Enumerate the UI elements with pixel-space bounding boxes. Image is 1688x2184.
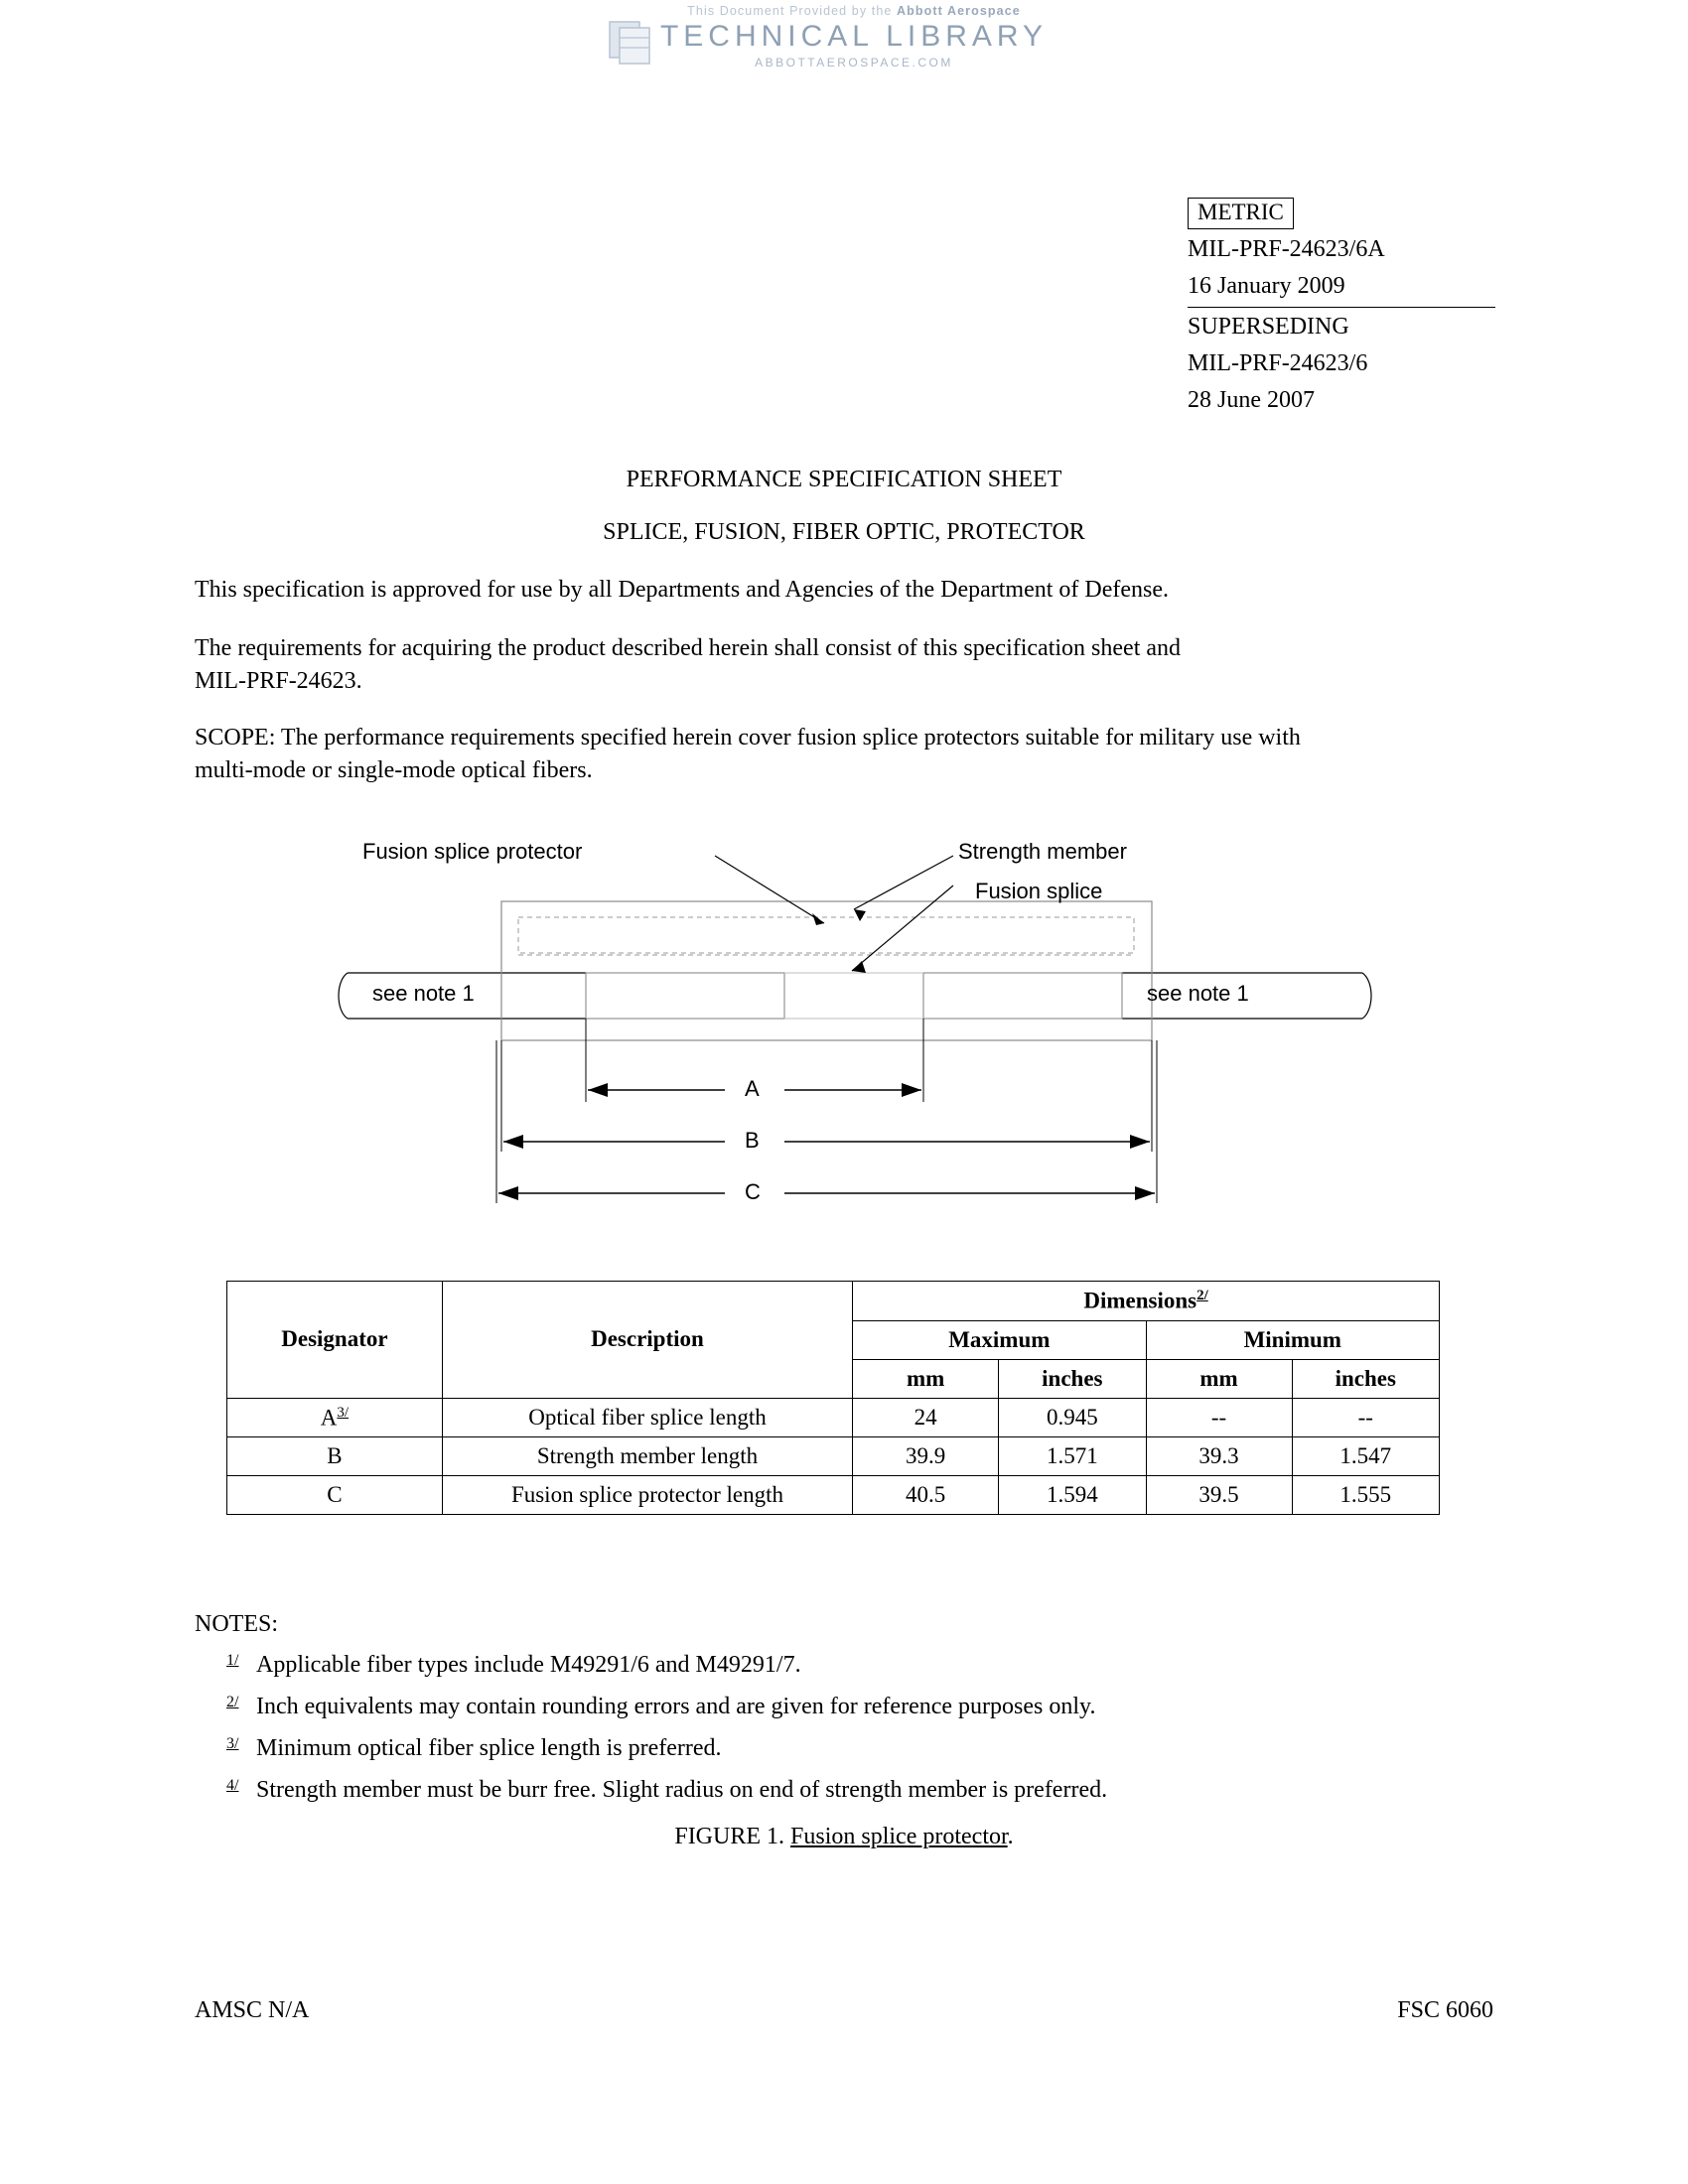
cell-max-mm: 39.9 bbox=[853, 1437, 999, 1476]
table-row bbox=[227, 1476, 1440, 1515]
figure-callout-strength-member: Strength member bbox=[958, 839, 1127, 864]
cell-max-inches: 0.945 bbox=[999, 1398, 1146, 1437]
note-item bbox=[226, 1652, 801, 1679]
th-description: Description bbox=[442, 1282, 852, 1399]
footer-fsc: FSC 6060 bbox=[1397, 1997, 1493, 2023]
footer-amsc: AMSC N/A bbox=[195, 1997, 310, 2023]
figure-callout-protector: Fusion splice protector bbox=[362, 839, 583, 864]
superseded-spec-date: 28 June 2007 bbox=[1188, 387, 1315, 413]
cell-description: Optical fiber splice length bbox=[442, 1398, 852, 1437]
watermark-brand-text: Abbott Aerospace bbox=[897, 4, 1021, 18]
superseded-spec-number: MIL-PRF-24623/6 bbox=[1188, 350, 1368, 376]
figure-note-left: see note 1 bbox=[372, 981, 475, 1006]
notes-heading: NOTES: bbox=[195, 1611, 278, 1637]
cell-max-mm: 24 bbox=[853, 1398, 999, 1437]
document-title: PERFORMANCE SPECIFICATION SHEET bbox=[626, 467, 1062, 492]
table-header-row-1 bbox=[227, 1282, 1440, 1321]
watermark-subtitle: ABBOTTAEROSPACE.COM bbox=[755, 56, 953, 69]
figure-caption-name: Fusion splice protector bbox=[790, 1824, 1008, 1849]
note-number: 1/ bbox=[226, 1652, 239, 1669]
note-number: 2/ bbox=[226, 1694, 239, 1710]
scope-paragraph-line2: multi-mode or single-mode optical fibers. bbox=[195, 757, 593, 783]
note-item bbox=[226, 1694, 1095, 1720]
figure-caption bbox=[0, 1824, 1688, 1850]
figure-note-right: see note 1 bbox=[1147, 981, 1249, 1006]
cell-designator-letter: A bbox=[320, 1405, 338, 1431]
note-text: Inch equivalents may contain rounding errors and are given for reference purposes only. bbox=[256, 1694, 1096, 1719]
th-maximum: Maximum bbox=[853, 1320, 1146, 1359]
approval-paragraph: This specification is approved for use by all Departments and Agencies of the Department of Defense. bbox=[195, 577, 1170, 603]
spec-header-block bbox=[1188, 195, 1605, 419]
dimensions-table bbox=[226, 1281, 1440, 1515]
note-text: Strength member must be burr free. Slight radius on end of strength member is preferred. bbox=[256, 1777, 1108, 1803]
figure-fusion-splice-protector bbox=[258, 834, 1450, 1251]
metric-badge: METRIC bbox=[1188, 198, 1294, 229]
th-max-mm: mm bbox=[853, 1359, 999, 1398]
watermark-provided-text: This Document Provided by the bbox=[687, 4, 893, 18]
note-number: 4/ bbox=[226, 1777, 239, 1794]
spec-number: MIL-PRF-24623/6A bbox=[1188, 236, 1385, 262]
table-row bbox=[227, 1437, 1440, 1476]
cell-designator-note-ref: 3/ bbox=[337, 1404, 350, 1421]
th-dimensions-note-ref: 2/ bbox=[1196, 1288, 1208, 1303]
table-row bbox=[227, 1398, 1440, 1437]
spec-date: 16 January 2009 bbox=[1188, 273, 1345, 299]
figure-drawing bbox=[258, 834, 1450, 1251]
cell-designator: B bbox=[227, 1437, 443, 1476]
th-min-inches: inches bbox=[1292, 1359, 1439, 1398]
th-dimensions-label: Dimensions bbox=[1083, 1288, 1197, 1313]
th-dimensions bbox=[853, 1282, 1440, 1321]
requirements-paragraph-line2: MIL-PRF-24623. bbox=[195, 668, 362, 694]
cell-description: Strength member length bbox=[442, 1437, 852, 1476]
cell-min-inches: 1.547 bbox=[1292, 1437, 1439, 1476]
figure-dimension-b: B bbox=[745, 1128, 760, 1153]
note-item bbox=[226, 1735, 722, 1762]
th-max-inches: inches bbox=[999, 1359, 1146, 1398]
figure-callout-fusion-splice: Fusion splice bbox=[975, 879, 1103, 903]
cell-max-inches: 1.594 bbox=[999, 1476, 1146, 1515]
th-minimum: Minimum bbox=[1146, 1320, 1439, 1359]
figure-caption-prefix: FIGURE 1. bbox=[674, 1824, 785, 1849]
cell-max-inches: 1.571 bbox=[999, 1437, 1146, 1476]
note-text: Minimum optical fiber splice length is preferred. bbox=[256, 1735, 722, 1761]
superseding-label: SUPERSEDING bbox=[1188, 314, 1349, 340]
document-subtitle: SPLICE, FUSION, FIBER OPTIC, PROTECTOR bbox=[603, 519, 1085, 545]
requirements-paragraph-line1: The requirements for acquiring the product described herein shall consist of this specification sheet and bbox=[195, 635, 1182, 661]
figure-dimension-a: A bbox=[745, 1076, 760, 1101]
th-designator: Designator bbox=[227, 1282, 443, 1399]
scope-paragraph-line1: SCOPE: The performance requirements specified herein cover fusion splice protectors suitable for military use with bbox=[195, 725, 1301, 751]
figure-caption-suffix: . bbox=[1007, 1824, 1014, 1849]
watermark-title: TECHNICAL LIBRARY bbox=[659, 20, 1049, 53]
note-text: Applicable fiber types include M49291/6 and M49291/7. bbox=[256, 1652, 801, 1678]
cell-min-inches: -- bbox=[1292, 1398, 1439, 1437]
header-divider bbox=[1188, 307, 1495, 308]
cell-max-mm: 40.5 bbox=[853, 1476, 999, 1515]
cell-min-mm: 39.3 bbox=[1146, 1437, 1292, 1476]
cell-min-mm: -- bbox=[1146, 1398, 1292, 1437]
cell-designator bbox=[227, 1398, 443, 1437]
cell-min-inches: 1.555 bbox=[1292, 1476, 1439, 1515]
cell-min-mm: 39.5 bbox=[1146, 1476, 1292, 1515]
th-min-mm: mm bbox=[1146, 1359, 1292, 1398]
cell-designator: C bbox=[227, 1476, 443, 1515]
figure-dimension-c: C bbox=[745, 1179, 761, 1204]
cell-description: Fusion splice protector length bbox=[442, 1476, 852, 1515]
note-number: 3/ bbox=[226, 1735, 239, 1752]
note-item bbox=[226, 1777, 1107, 1804]
